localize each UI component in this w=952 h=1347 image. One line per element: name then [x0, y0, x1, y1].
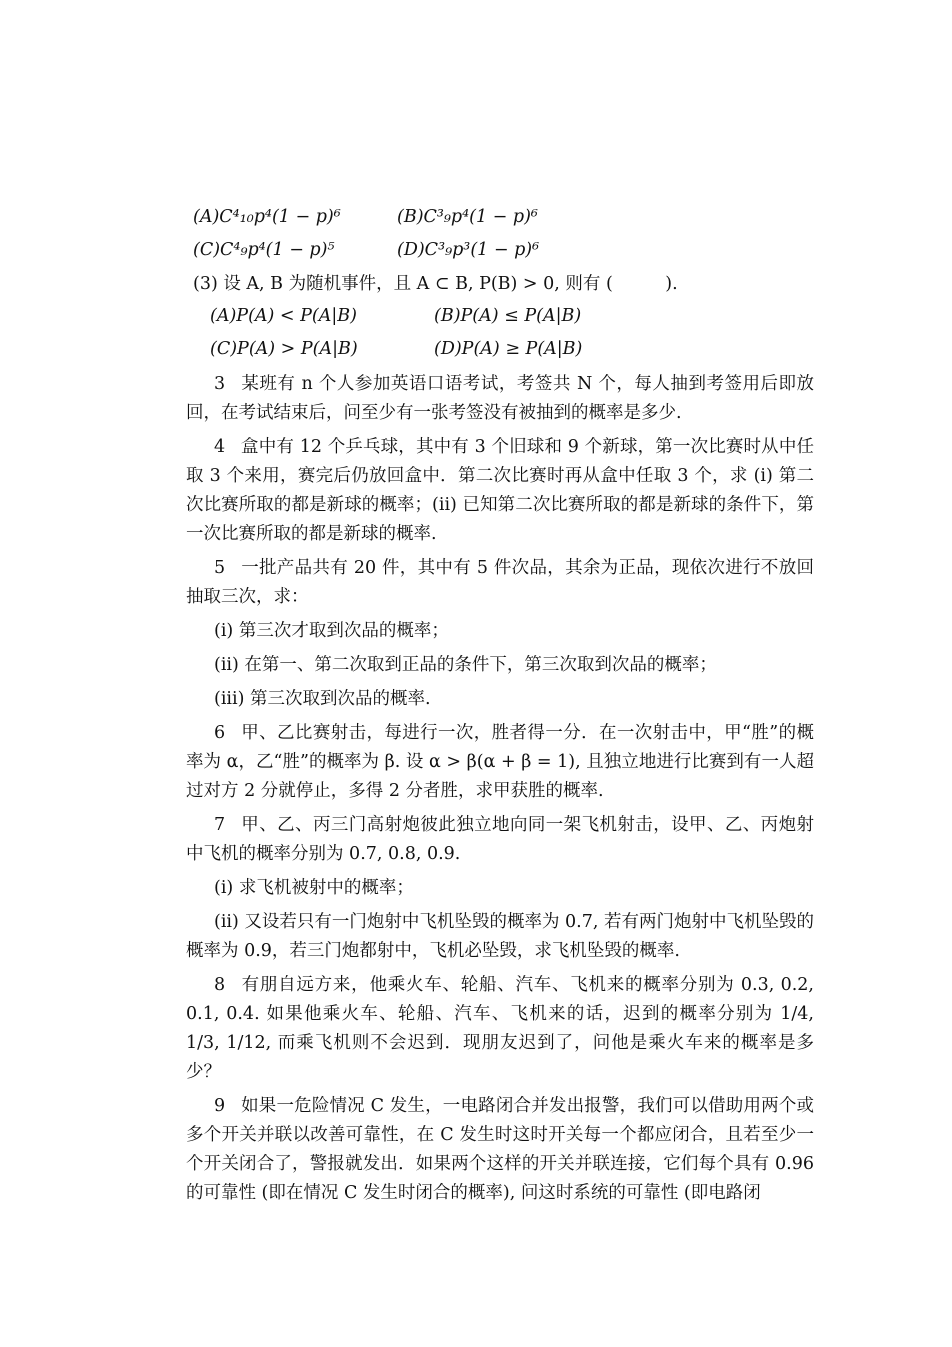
problem-text: 一批产品共有 20 件，其中有 5 件次品，其余为正品，现依次进行不放回抽取三次，求：: [186, 558, 814, 607]
problem-6: [186, 714, 814, 806]
problem-text: 有朋自远方来，他乘火车、轮船、汽车、飞机来的概率分别为 0.3, 0.2, 0.1, 0.4. 如果他乘火车、轮船、汽车、飞机来的话，迟到的概率分别为 1/4, 1/3, 1/12, 而乘飞机则不会迟到．现朋友迟到了，问他是乘火车来的概率是多少？: [186, 975, 814, 1082]
problem-7: [186, 806, 814, 869]
problem-number: 4: [214, 437, 226, 457]
problem-number: 8: [214, 975, 226, 995]
problem-text: 某班有 n 个人参加英语口语考试，考签共 N 个，每人抽到考签用后即放回，在考试结束后，问至少有一张考签没有被抽到的概率是多少.: [186, 374, 814, 423]
problem-4: [186, 428, 814, 549]
problem-number: 3: [214, 374, 226, 394]
option-b: (B)P(A) ≤ P(A|B): [434, 305, 582, 326]
problem-text: 甲、乙比赛射击，每进行一次，胜者得一分．在一次射击中，甲“胜”的概率为 α，乙“胜”的概率为 β. 设 α > β(α + β = 1), 且独立地进行比赛到有一人超过对方 2 分就停止，多得 2 分者胜，求甲获胜的概率.: [186, 723, 814, 801]
problem-text: 盒中有 12 个乒乓球，其中有 3 个旧球和 9 个新球，第一次比赛时从中任取 3 个来用，赛完后仍放回盒中．第二次比赛时再从盒中任取 3 个，求 (i) 第二次比赛所取的都是新球的概率；(ii) 已知第二次比赛所取的都是新球的条件下，第一次比赛所取的都是新球的概率.: [186, 437, 814, 544]
option-c: (C)P(A) > P(A|B): [210, 338, 358, 359]
options-row: [186, 233, 814, 266]
problem-8: [186, 966, 814, 1087]
option-d: (D)P(A) ≥ P(A|B): [434, 338, 583, 359]
sub-question: (iii) 第三次取到次品的概率.: [214, 689, 431, 709]
problem-number: 9: [214, 1096, 226, 1116]
options-row: [186, 299, 814, 332]
problem-5: [186, 549, 814, 612]
option-b: (B)C³₉p⁴(1 − p)⁶: [397, 206, 538, 227]
exercise-list: [186, 200, 814, 1208]
problem-9: [186, 1087, 814, 1208]
sub-question-long: (ii) 又设若只有一门炮射中飞机坠毁的概率为 0.7, 若有两门炮射中飞机坠毁的概率为 0.9，若三门炮都射中，飞机必坠毁，求飞机坠毁的概率.: [186, 912, 814, 961]
options-row: [186, 200, 814, 233]
problem-number: 6: [214, 723, 226, 743]
problem-text: 甲、乙、丙三门高射炮彼此独立地向同一架飞机射击，设甲、乙、丙炮射中飞机的概率分别为 0.7, 0.8, 0.9.: [186, 815, 814, 864]
question-stem: [186, 266, 814, 299]
problem-3: [186, 365, 814, 428]
sub-question: (i) 第三次才取到次品的概率；: [214, 621, 449, 641]
option-d: (D)C³₉p³(1 − p)⁶: [397, 239, 540, 260]
problem-number: 5: [214, 558, 226, 578]
sub-question: (i) 求飞机被射中的概率；: [214, 878, 414, 898]
sub-question: (ii) 在第一、第二次取到正品的条件下，第三次取到次品的概率；: [214, 655, 717, 675]
option-a: (A)P(A) < P(A|B): [210, 305, 357, 326]
problem-text: 如果一危险情况 C 发生，一电路闭合并发出报警，我们可以借助用两个或多个开关并联以改善可靠性，在 C 发生时这时开关每一个都应闭合，且若至少一个开关闭合了，警报就发出．如果两个这样的开关并联连接，它们每个具有 0.96 的可靠性 (即在情况 C 发生时闭合的概率), 问这时系统的可靠性 (即电路闭: [186, 1096, 814, 1203]
option-a: (A)C⁴₁₀p⁴(1 − p)⁶: [193, 206, 341, 227]
problem-number: 7: [214, 815, 226, 835]
options-row: [186, 332, 814, 365]
question-3-stem: (3) 设 A, B 为随机事件，且 A ⊂ B, P(B) > 0, 则有 ( ).: [193, 274, 678, 294]
option-c: (C)C⁴₉p⁴(1 − p)⁵: [193, 239, 335, 260]
